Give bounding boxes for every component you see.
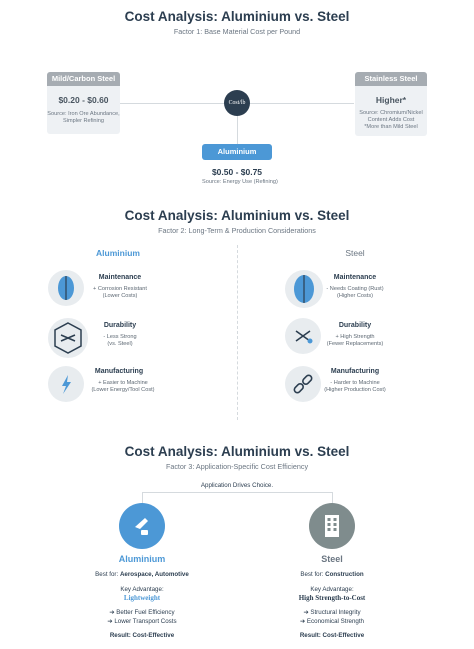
steel-result: [272, 632, 392, 639]
steel-benefit: ➔ Structural Integrity: [303, 609, 361, 616]
shield-icon: [48, 270, 84, 306]
result-label: Result:: [299, 632, 323, 639]
aluminium-manufacturing-title: Manufacturing: [94, 368, 144, 375]
aluminium-price: $0.50 - $0.75: [211, 167, 263, 177]
aluminium-result: [82, 632, 202, 639]
stainless-steel-source: *More than Mild Steel: [364, 124, 418, 130]
stainless-steel-card: [355, 72, 427, 136]
steel-benefit: ➔ Economical Strength: [300, 618, 364, 625]
best-for-value: Construction: [325, 571, 364, 578]
best-for-label: Best for:: [300, 571, 326, 578]
steel-column-heading: Steel: [345, 248, 365, 258]
aluminium-durability-title: Durability: [103, 322, 137, 329]
stainless-steel-source: Content Adds Cost: [367, 117, 415, 123]
airplane-icon: [119, 503, 165, 549]
steel-key-value: High Strength-to-Cost: [298, 594, 366, 602]
aluminium-best-for: [82, 571, 202, 578]
aluminium-label: Aluminium: [202, 144, 272, 160]
aluminium-key-label: Key Advantage:: [120, 586, 164, 593]
factor1-subtitle: Factor 1: Base Material Cost per Pound: [173, 27, 301, 36]
mild-steel-label: Mild/Carbon Steel: [47, 72, 120, 86]
factor2-title: Cost Analysis: Aluminium vs. Steel: [124, 208, 350, 223]
steel-durability-desc: + High Strength: [335, 334, 375, 340]
result-label: Result:: [109, 632, 133, 639]
steel-name: Steel: [321, 554, 343, 564]
factor1-title: Cost Analysis: Aluminium vs. Steel: [124, 9, 350, 24]
steel-manufacturing-title: Manufacturing: [330, 368, 380, 375]
mild-steel-source: Source: Iron Ore Abundance,: [47, 111, 120, 117]
steel-manufacturing-desc: (Higher Production Cost): [324, 387, 386, 393]
aluminium-durability-desc: (vs. Steel): [107, 341, 133, 347]
steel-durability-title: Durability: [338, 322, 372, 329]
stainless-steel-label: Stainless Steel: [355, 72, 427, 86]
aluminium-manufacturing-desc: (Lower Energy/Tool Cost): [91, 387, 155, 393]
aluminium-benefit: ➔ Better Fuel Efficiency: [109, 609, 175, 616]
aluminium-card: [202, 144, 278, 186]
column-divider: [237, 245, 238, 420]
stainless-steel-source: Source: Chromium/Nickel: [359, 110, 423, 116]
aluminium-key-value: Lightweight: [123, 594, 161, 602]
aluminium-source: Source: Energy Use (Refining): [202, 179, 278, 185]
driver-connector: [142, 492, 332, 493]
steel-maintenance-title: Maintenance: [333, 274, 377, 281]
steel-manufacturing-desc: - Harder to Machine: [330, 380, 380, 386]
aluminium-manufacturing-desc: + Easier to Machine: [98, 380, 148, 386]
aluminium-durability-desc: - Less Strong: [103, 334, 137, 340]
cost-per-lb-node: Cost/lb: [224, 90, 250, 116]
building-icon: [309, 503, 355, 549]
mild-steel-card: [47, 72, 120, 134]
steel-maintenance-desc: (Higher Costs): [336, 293, 374, 299]
steel-maintenance-desc: - Needs Coating (Rust): [326, 286, 384, 292]
factor3-title: Cost Analysis: Aluminium vs. Steel: [124, 444, 350, 459]
aluminium-maintenance-desc: + Corrosion Resistant: [93, 286, 147, 292]
driver-label: Application Drives Choice.: [200, 482, 274, 489]
aluminium-column-heading: Aluminium: [96, 248, 140, 258]
mild-steel-source: Simpler Refining: [62, 118, 105, 124]
steel-best-for: [272, 571, 392, 578]
factor2-subtitle: Factor 2: Long-Term & Production Considerations: [158, 226, 316, 235]
aluminium-name: Aluminium: [118, 554, 166, 564]
result-value: Cost-Effective: [132, 632, 175, 639]
aluminium-maintenance-desc: (Lower Costs): [102, 293, 138, 299]
best-for-label: Best for:: [95, 571, 120, 578]
factor3-subtitle: Factor 3: Application-Specific Cost Efficiency: [165, 462, 309, 471]
steel-durability-desc: (Fewer Replacements): [326, 341, 384, 347]
result-value: Cost-Effective: [322, 632, 365, 639]
best-for-value: Aerospace, Automotive: [119, 571, 189, 578]
mild-steel-price: $0.20 - $0.60: [58, 95, 109, 105]
steel-key-label: Key Advantage:: [310, 586, 354, 593]
aluminium-benefit: ➔ Lower Transport Costs: [107, 618, 177, 625]
stainless-steel-price: Higher*: [375, 95, 407, 105]
aluminium-maintenance-title: Maintenance: [98, 274, 142, 281]
